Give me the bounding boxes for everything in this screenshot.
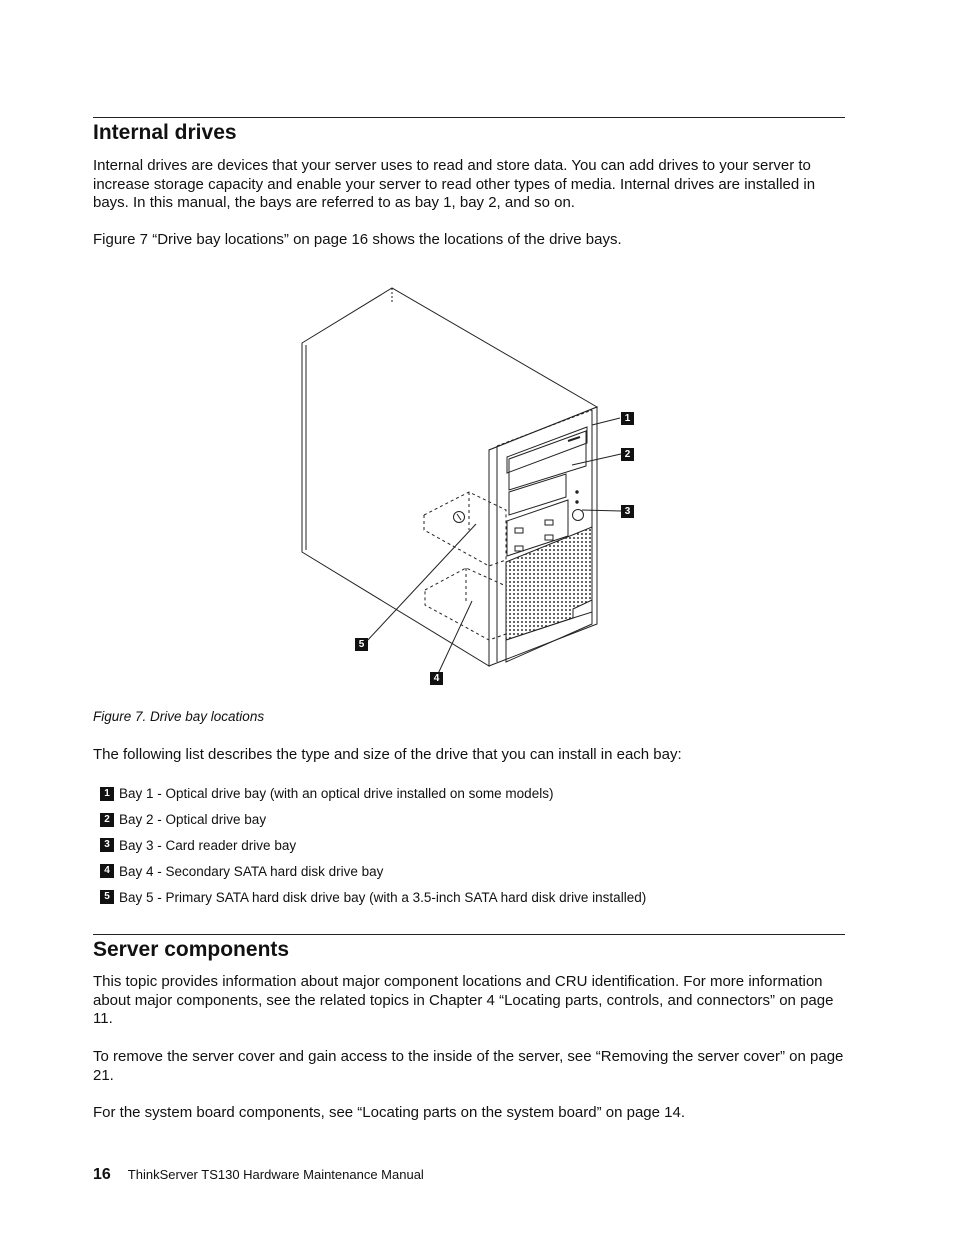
callout-5: 5 — [355, 638, 368, 651]
server-components-paragraph-1: This topic provides information about major component locations and CRU identification. For more information about major components, see the related topics in Chapter 4 “Locating parts, controls, and connectors” on page 11. — [93, 973, 834, 1028]
bay-description: Bay 2 - Optical drive bay — [119, 812, 267, 828]
bay-list — [100, 781, 646, 910]
bay-number-badge: 4 — [100, 864, 114, 878]
callout-3: 3 — [621, 505, 634, 518]
bay-number-badge: 1 — [100, 787, 114, 801]
server-components-paragraph-3: For the system board components, see “Locating parts on the system board” on page 14. — [93, 1104, 685, 1121]
list-item — [100, 807, 646, 833]
bay-number-badge: 3 — [100, 838, 114, 852]
callout-2: 2 — [621, 448, 634, 461]
list-item — [100, 884, 646, 910]
bay-number-badge: 5 — [100, 890, 114, 904]
list-item — [100, 781, 646, 807]
server-components-paragraph-2: To remove the server cover and gain access to the inside of the server, see “Removing the server cover” on page 21. — [93, 1048, 844, 1084]
callout-1: 1 — [621, 412, 634, 425]
callout-4: 4 — [430, 672, 443, 685]
list-intro-paragraph: The following list describes the type and size of the drive that you can install in each bay: — [93, 746, 682, 763]
internal-drives-paragraph: Internal drives are devices that your server uses to read and store data. You can add drives to your server to increase storage capacity and enable your server to read other types of media. Internal drives are installed in bays. In this manual, the bays are referred to as bay 1, bay 2, and so on. — [93, 157, 816, 212]
page-number: 16 — [93, 1166, 111, 1183]
bay-description: Bay 3 - Card reader drive bay — [119, 837, 297, 853]
list-item — [100, 858, 646, 884]
bay-description: Bay 5 - Primary SATA hard disk drive bay (with a 3.5-inch SATA hard disk drive installed) — [119, 889, 647, 905]
bay-description: Bay 4 - Secondary SATA hard disk drive bay — [119, 863, 384, 879]
figure-caption: Figure 7. Drive bay locations — [93, 709, 265, 724]
page-footer — [93, 1166, 424, 1184]
manual-title: ThinkServer TS130 Hardware Maintenance Manual — [127, 1167, 424, 1182]
figure-reference-paragraph: Figure 7 “Drive bay locations” on page 16 shows the locations of the drive bays. — [93, 231, 622, 248]
list-item — [100, 833, 646, 859]
bay-number-badge: 2 — [100, 813, 114, 827]
bay-description: Bay 1 - Optical drive bay (with an optical drive installed on some models) — [119, 786, 554, 802]
section-rule-bottom — [93, 934, 845, 935]
heading-server-components: Server components — [93, 938, 290, 961]
heading-internal-drives: Internal drives — [93, 121, 237, 144]
